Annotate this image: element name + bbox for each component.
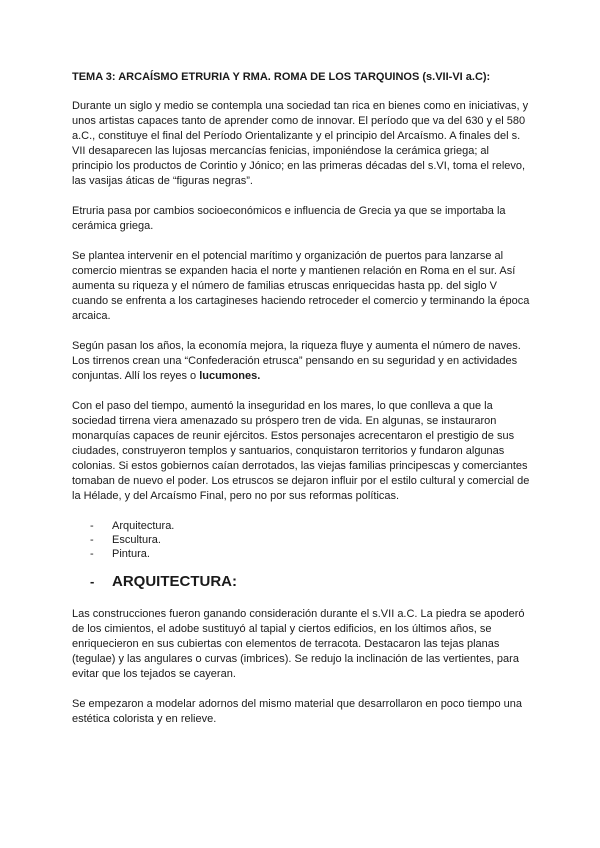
paragraph-inseguridad: Con el paso del tiempo, aumentó la inseguridad en los mares, lo que conlleva a que la sociedad tirrena viera amenazado su próspero tren de vida. En algunas, se instauraron monarquías capaces de reunir ejércitos. Estos personajes acrecentaron el prestigio de sus ciudades, construyeron templos y santuarios, conquistaron territorios y fundaron algunas colonias. Si estos gobiernos caían derrotados, las viejas familias principescas y comerciantes tomaban de nuevo el poder. Los etruscos se dejaron influir por el estilo cultural y comercial de la Hélade, y del Arcaísmo Final, pero no por sus reformas políticas.	[72, 400, 530, 502]
list-item	[72, 547, 530, 561]
bullet-dash: -	[90, 534, 94, 546]
bullet-dash: -	[90, 520, 94, 532]
section-heading-arquitectura	[72, 571, 530, 593]
topics-list	[72, 519, 530, 561]
list-item-label: Pintura.	[112, 548, 150, 560]
paragraph-confederacion	[72, 339, 530, 384]
list-item-label: Escultura.	[112, 534, 161, 546]
list-item	[72, 519, 530, 533]
document-body	[72, 70, 530, 742]
paragraph-intro: Durante un siglo y medio se contempla una sociedad tan rica en bienes como en iniciativas, y unos artistas capaces tanto de aprender como de innovar. El período que va del 630 y el 580 a.C., constituye el final del Período Orientalizante y el principio del Arcaísmo. A finales del s. VII desaparecen las lujosas mercancías fenicias, imponiéndose la cerámica griega; al principio los productos de Corintio y Jónico; en las primeras décadas del s.VI, toma el relevo, las vasijas áticas de “figuras negras”.	[72, 100, 529, 187]
bullet-dash: -	[90, 548, 94, 560]
paragraph-confederacion-text: Según pasan los años, la economía mejora, la riqueza fluye y aumenta el número de naves. Los tirrenos crean una “Confederación etrusca” pensando en su seguridad y en actividades conjuntas. Allí los reyes o	[72, 340, 521, 382]
list-item	[72, 533, 530, 547]
paragraph-etruria: Etruria pasa por cambios socioeconómicos e influencia de Grecia ya que se importaba la cerámica griega.	[72, 205, 506, 232]
paragraph-adornos: Se empezaron a modelar adornos del mismo material que desarrollaron en poco tiempo una estética colorista y en relieve.	[72, 698, 523, 725]
paragraph-construcciones: Las construcciones fueron ganando consideración durante el s.VII a.C. La piedra se apoderó de los cimientos, el adobe sustituyó al tapial y ciertos edificios, en los últimos años, se enriquecieron en sus cubiertas con elementos de terracota. Destacaron las tejas planas (tegulae) y las angulares o curvas (imbrices). Se redujo la inclinación de las vertientes, para evitar que los tejados se cayeran.	[72, 608, 525, 680]
document-title: TEMA 3: ARCAÍSMO ETRURIA Y RMA. ROMA DE LOS TARQUINOS (s.VII-VI a.C):	[72, 71, 491, 83]
list-item-label: Arquitectura.	[112, 520, 175, 532]
heading-dash: -	[90, 574, 95, 589]
lucumones-term: lucumones.	[199, 370, 261, 382]
paragraph-comercio: Se plantea intervenir en el potencial marítimo y organización de puertos para lanzarse al comercio mientras se expanden hacia el norte y mantienen relación en Roma en el sur. Así aumenta su riqueza y el número de familias etruscas enriquecidas hasta pp. del siglo V cuando se enfrenta a los cartagineses haciendo retroceder el comercio y terminando la época arcaica.	[72, 250, 530, 322]
section-heading-label: ARQUITECTURA:	[112, 573, 237, 590]
